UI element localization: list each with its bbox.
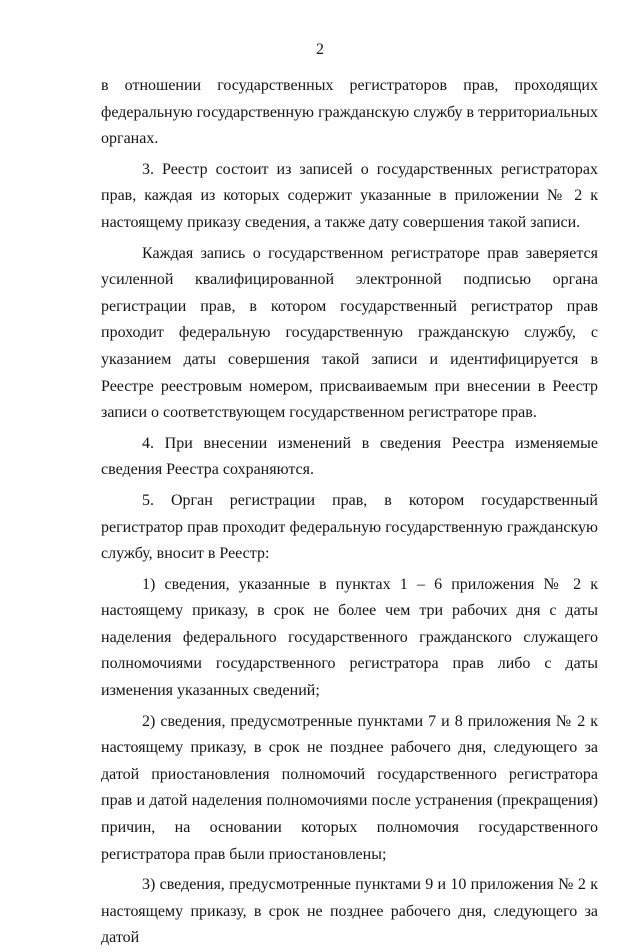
paragraph-subitem-2: 2) сведения, предусмотренные пунктами 7 и 8 приложения № 2 к настоящему приказу, в срок не позднее рабочего дня, следующего за датой приостановления полномочий государственного регистратора прав и датой наделения полномочиями после устранения (прекращения) причин, на основании которых полномочия государственного регистратора прав были приостановлены; <box>101 712 598 863</box>
paragraph-item-4: 4. При внесении изменений в сведения Реестра изменяемые сведения Реестра сохраняются. <box>101 434 598 479</box>
paragraph-record-signature: Каждая запись о государственном регистраторе прав заверяется усиленной квалифицированной электронной подписью органа регистрации прав, в котором государственный регистратор прав проходит федеральную государственную гражданскую службу, с указанием даты совершения такой записи и идентифицируется в Реестре реестровым номером, присваиваемым при внесении в Реестр записи о соответствующем государственном регистраторе прав. <box>101 244 598 422</box>
paragraph-subitem-3: 3) сведения, предусмотренные пунктами 9 и 10 приложения № 2 к настоящему приказу, в срок не позднее рабочего дня, следующего за датой <box>101 876 598 947</box>
paragraph-continuation: в отношении государственных регистраторов прав, проходящих федеральную государственную гражданскую службу в территориальных органах. <box>101 77 598 148</box>
paragraph-item-3: 3. Реестр состоит из записей о государственных регистраторах прав, каждая из которых содержит указанные в приложении № 2 к настоящему приказу сведения, а также дату совершения такой записи. <box>101 160 598 231</box>
document-body <box>101 73 598 952</box>
page-number: 2 <box>316 41 324 58</box>
paragraph-subitem-1: 1) сведения, указанные в пунктах 1 – 6 приложения № 2 к настоящему приказу, в срок не более чем три рабочих дня с даты наделения федерального государственного гражданского служащего полномочиями государственного регистратора прав либо с даты изменения указанных сведений; <box>101 575 598 700</box>
paragraph-item-5: 5. Орган регистрации прав, в котором государственный регистратор прав проходит федеральную государственную гражданскую службу, вносит в Реестр: <box>101 491 598 563</box>
